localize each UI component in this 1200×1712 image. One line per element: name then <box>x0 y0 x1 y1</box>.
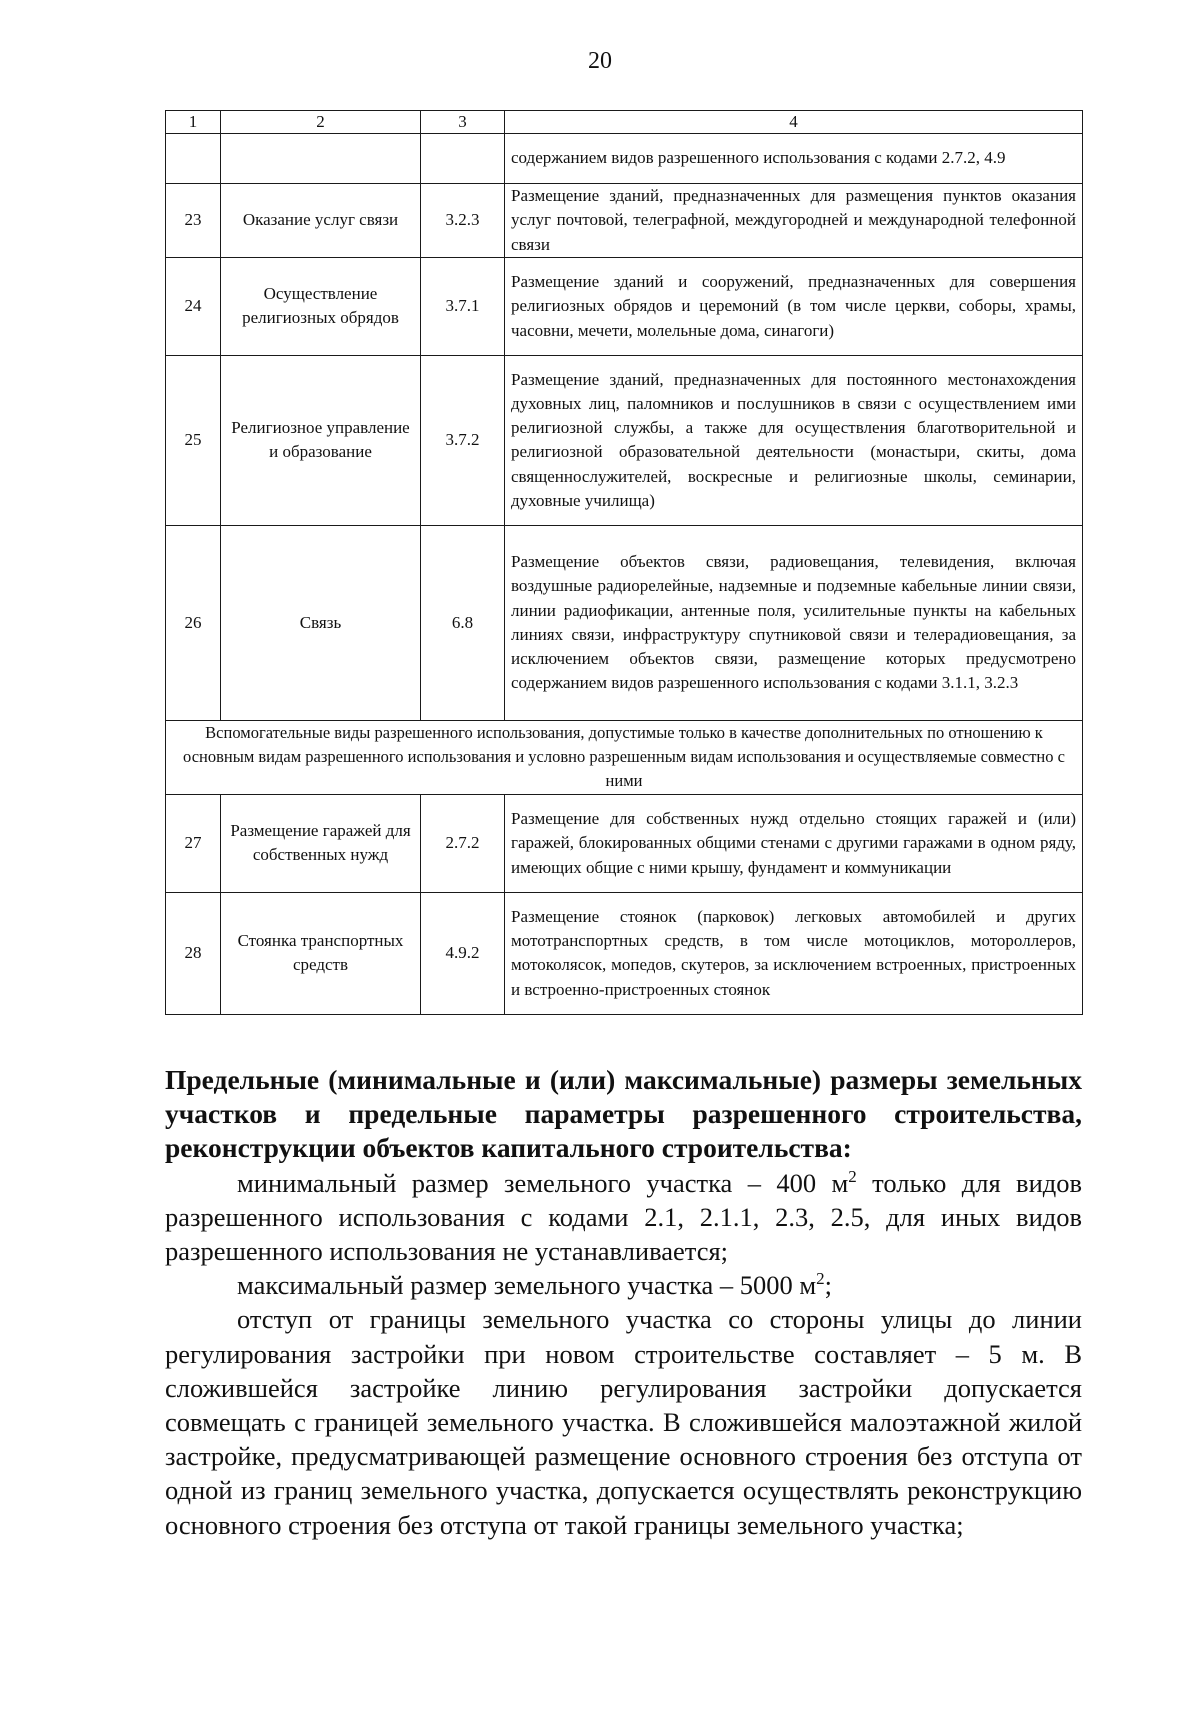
page-number: 20 <box>588 48 612 74</box>
row-use-name: Стоянка транспортных средств <box>221 892 421 1014</box>
row-use-name: Размещение гаражей для собственных нужд <box>221 794 421 892</box>
row-code: 3.2.3 <box>421 184 505 258</box>
table-row <box>166 184 1083 258</box>
superscript: 2 <box>816 1269 825 1289</box>
paragraph-text: минимальный размер земельного участка – 400 м <box>237 1167 849 1198</box>
column-number-2: 2 <box>221 111 421 134</box>
column-number-3: 3 <box>421 111 505 134</box>
row-description: Размещение зданий, предназначенных для размещения пунктов оказания услуг почтовой, телеграфной, междугородней и международной телефонной связи <box>505 184 1083 258</box>
row-code: 3.7.2 <box>421 355 505 525</box>
parameters-section <box>165 1063 1082 1542</box>
row-use-name: Осуществление религиозных обрядов <box>221 257 421 355</box>
paragraph-text: ; <box>824 1270 832 1301</box>
table-row <box>166 355 1083 525</box>
table-row <box>166 525 1083 720</box>
row-use-name: Оказание услуг связи <box>221 184 421 258</box>
paragraph-min-size <box>165 1166 1082 1269</box>
row-description: Размещение стоянок (парковок) легковых автомобилей и других мототранспортных средств, в том числе мотоциклов, мотороллеров, мотоколясок, мопедов, скутеров, за исключением встроенных, пристроенных и встроенно-пристроенных стоянок <box>505 892 1083 1014</box>
row-code: 2.7.2 <box>421 794 505 892</box>
row-number: 27 <box>166 794 221 892</box>
paragraph-max-size <box>165 1268 1082 1302</box>
table-row <box>166 257 1083 355</box>
row-number: 28 <box>166 892 221 1014</box>
row-description: Размещение объектов связи, радиовещания, телевидения, включая воздушные радиорелейные, надземные и подземные кабельные линии связи, линии радиофикации, антенные поля, усилительные пункты на кабельных линиях связи, инфраструктуру спутниковой связи и телерадиовещания, за исключением объектов связи, размещение которых предусмотрено содержанием видов разрешенного использования с кодами 3.1.1, 3.2.3 <box>505 525 1083 720</box>
row-description: содержанием видов разрешенного использования с кодами 2.7.2, 4.9 <box>505 134 1083 184</box>
section-header-row <box>166 720 1083 794</box>
row-description: Размещение зданий, предназначенных для постоянного местонахождения духовных лиц, паломников и послушников в связи с осуществлением ими религиозной службы, а также для осуществления благотворительной и религиозной образовательной деятельности (монастыри, скиты, дома священнослужителей, воскресные и религиозные школы, семинарии, духовные училища) <box>505 355 1083 525</box>
table-row <box>166 892 1083 1014</box>
row-number: 25 <box>166 355 221 525</box>
row-code: 3.7.1 <box>421 257 505 355</box>
row-description: Размещение для собственных нужд отдельно стоящих гаражей и (или) гаражей, блокированных общими стенами с другими гаражами в одном ряду, имеющих общие с ними крышу, фундамент и коммуникации <box>505 794 1083 892</box>
superscript: 2 <box>848 1166 857 1186</box>
row-use-name: Религиозное управление и образование <box>221 355 421 525</box>
row-number: 23 <box>166 184 221 258</box>
row-code: 6.8 <box>421 525 505 720</box>
row-number: 26 <box>166 525 221 720</box>
paragraph-text: только для видов разрешенного использования с кодами 2.1, 2.1.1, 2.3, 2.5, для иных видов разрешенного использования не устанавливается; <box>165 1167 1082 1267</box>
column-number-4: 4 <box>505 111 1083 134</box>
table-row <box>166 794 1083 892</box>
section-header: Вспомогательные виды разрешенного использования, допустимые только в качестве дополнительных по отношению к основным видам разрешенного использования и условно разрешенным видам использования и осуществляемые совместно с ними <box>166 720 1083 794</box>
table-row-continuation <box>166 134 1083 184</box>
land-use-table <box>165 110 1083 1015</box>
paragraph-text: максимальный размер земельного участка – 5000 м <box>237 1270 817 1301</box>
row-code: 4.9.2 <box>421 892 505 1014</box>
column-number-1: 1 <box>166 111 221 134</box>
row-use-name: Связь <box>221 525 421 720</box>
paragraph-setback: отступ от границы земельного участка со стороны улицы до линии регулирования застройки при новом строительстве составляет – 5 м. В сложившейся застройке линию регулирования застройки допускается совмещать с границей земельного участка. В сложившейся малоэтажной жилой застройке, предусматривающей размещение основного строения без отступа от одной из границ земельного участка, допускается осуществлять реконструкцию основного строения без отступа от такой границы земельного участка; <box>165 1304 1082 1540</box>
row-description: Размещение зданий и сооружений, предназначенных для совершения религиозных обрядов и церемоний (в том числе церкви, соборы, храмы, часовни, мечети, молельные дома, синагоги) <box>505 257 1083 355</box>
column-number-row <box>166 111 1083 134</box>
row-number: 24 <box>166 257 221 355</box>
parameters-heading: Предельные (минимальные и (или) максимальные) размеры земельных участков и предельные параметры разрешенного строительства, реконструкции объектов капитального строительства: <box>165 1064 1082 1164</box>
